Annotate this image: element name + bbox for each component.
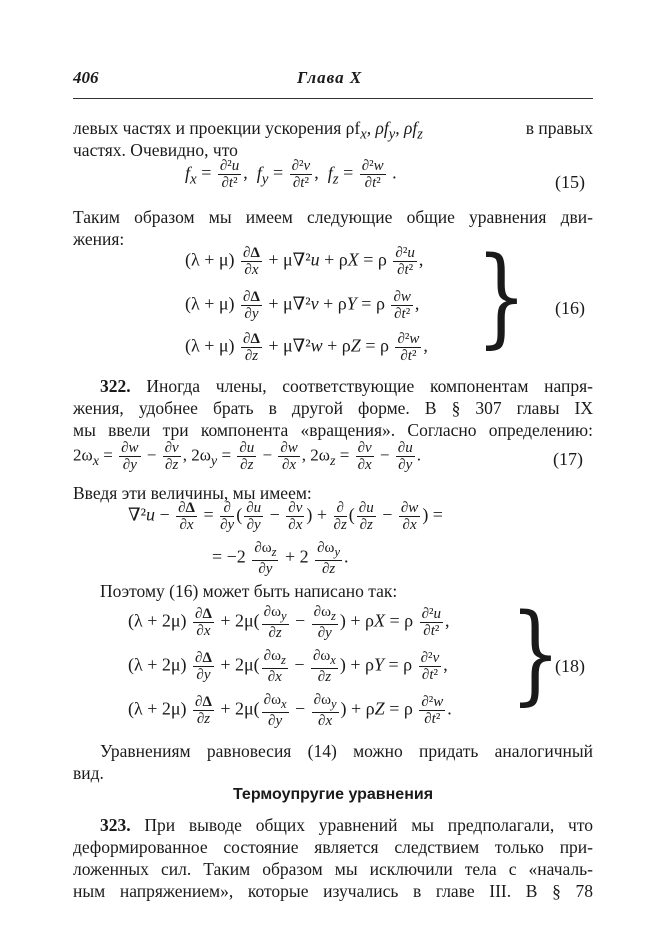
text-line: ным напряжением», которые изучались в главе III. В § 78 (73, 881, 593, 901)
header-rule (73, 98, 593, 99)
equation-16c: (λ + μ) $\frac{\partial\Delta}{\partial z}$ + μ∇²w + ρZ = ρ $\frac{\text{∂²w}}{\text{∂t²}}$ , (185, 331, 428, 364)
paragraph-number: 323. (100, 815, 131, 835)
text-span: При выводе общих уравнений мы предполагали, что (144, 815, 593, 835)
text-line: Введя эти величины, мы имеем: (73, 483, 312, 503)
equation-15: $f_x$ = $\frac{\text{∂²u}}{\text{∂t²}}$ , $f_y$ = $\frac{\text{∂²v}}{\text{∂t²}}$ , $f_z$ = $\frac{\text{∂²w}}{\text{∂t²}}$ . (185, 158, 397, 191)
text-line: левых частях и проекции ускорения $\rho f_x$, $\rho f_y$, $\rho f_z$ в правых (73, 118, 593, 143)
text-line: мы ввели три компонента «вращения». Согласно определению: (73, 420, 593, 440)
text-line: деформированное состояние является следствием только при- (73, 837, 593, 857)
text-line: вид. (73, 763, 104, 783)
text-span: Иногда члены, соответствующие компонентам напря- (146, 376, 593, 396)
text-line: Уравнениям равновесия (14) можно придать аналогичный (100, 741, 593, 761)
equation-laplacian-result: = −2 $\frac{\partial\omega_z}{\partial y}$ + 2 $\frac{\partial\omega_y}{\partial z}$ . (212, 540, 349, 577)
equation-number: (16) (555, 298, 585, 318)
text-span: левых частях и проекции ускорения ρf (73, 118, 361, 138)
text-line: жения, удобнее брать в другой форме. В § 307 главы IX (73, 398, 593, 418)
equation-laplacian: ∇²u − $\frac{\partial\Delta}{\partial x}$ = $\frac{\partial}{\partial y}$ ( $\frac{\partial u}{\partial y}$ − $\frac{\partial v}{\partial x}$ ) + $\frac{\partial}{\partial z}$ ( $\frac{\partial u}{\partial z}$ − $\frac{\partial w}{\partial x}$ ) = (128, 500, 443, 533)
right-brace: } (476, 233, 527, 360)
text-line (100, 814, 593, 836)
equation-number: (18) (555, 656, 585, 676)
equation-18c: (λ + 2μ) $\frac{\partial\Delta}{\partial z}$ + 2μ( $\frac{\partial\omega_x}{\partial y}$ − $\frac{\partial\omega_y}{\partial x}$ ) + ρZ = ρ $\frac{\text{∂²w}}{\text{∂t²}}$ . (128, 692, 452, 729)
text-line: частях. Очевидно, что (73, 140, 238, 160)
paragraph-number: 322. (100, 376, 131, 396)
text-span: в правых (525, 118, 593, 138)
text-line: жения: (73, 229, 125, 249)
chapter-title: Глава X (297, 68, 363, 87)
right-brace: } (510, 590, 561, 717)
text-line: ложенных сил. Таким образом мы исключили тела с «началь- (73, 859, 593, 879)
text-line: Поэтому (16) может быть написано так: (100, 581, 398, 601)
section-title: Термоупругие уравнения (232, 786, 434, 803)
equation-18b: (λ + 2μ) $\frac{\partial\Delta}{\partial y}$ + 2μ( $\frac{\partial\omega_z}{\partial x}$ − $\frac{\partial\omega_x}{\partial z}$ ) + ρY = ρ $\frac{\text{∂²v}}{\text{∂t²}}$ , (128, 648, 448, 685)
equation-number: (17) (553, 449, 583, 469)
equation-18a: (λ + 2μ) $\frac{\partial\Delta}{\partial x}$ + 2μ( $\frac{\partial\omega_y}{\partial z}$ − $\frac{\partial\omega_z}{\partial y}$ ) + ρX = ρ $\frac{\text{∂²u}}{\text{∂t²}}$ , (128, 604, 450, 641)
equation-16b: (λ + μ) $\frac{\partial\Delta}{\partial y}$ + μ∇²v + ρY = ρ $\frac{\partial w}{\text{∂t²}}$ , (185, 289, 420, 322)
page-number: 406 (73, 68, 99, 87)
equation-17: $2\omega_x$ = $\frac{\partial w}{\partial y}$ − $\frac{\partial v}{\partial z}$ , $2\omega_y$ = $\frac{\partial u}{\partial z}$ − $\frac{\partial w}{\partial x}$ , $2\omega_z$ = $\frac{\partial v}{\partial x}$ − $\frac{\partial u}{\partial y}$ . (73, 440, 421, 473)
text-line (100, 375, 593, 397)
equation-number: (15) (555, 172, 585, 192)
equation-16a: (λ + μ) $\frac{\partial\Delta}{\partial x}$ + μ∇²u + ρX = ρ $\frac{\text{∂²u}}{\text{∂t²}}$ , (185, 245, 424, 278)
text-line: Таким образом мы имеем следующие общие уравнения дви- (73, 207, 593, 227)
